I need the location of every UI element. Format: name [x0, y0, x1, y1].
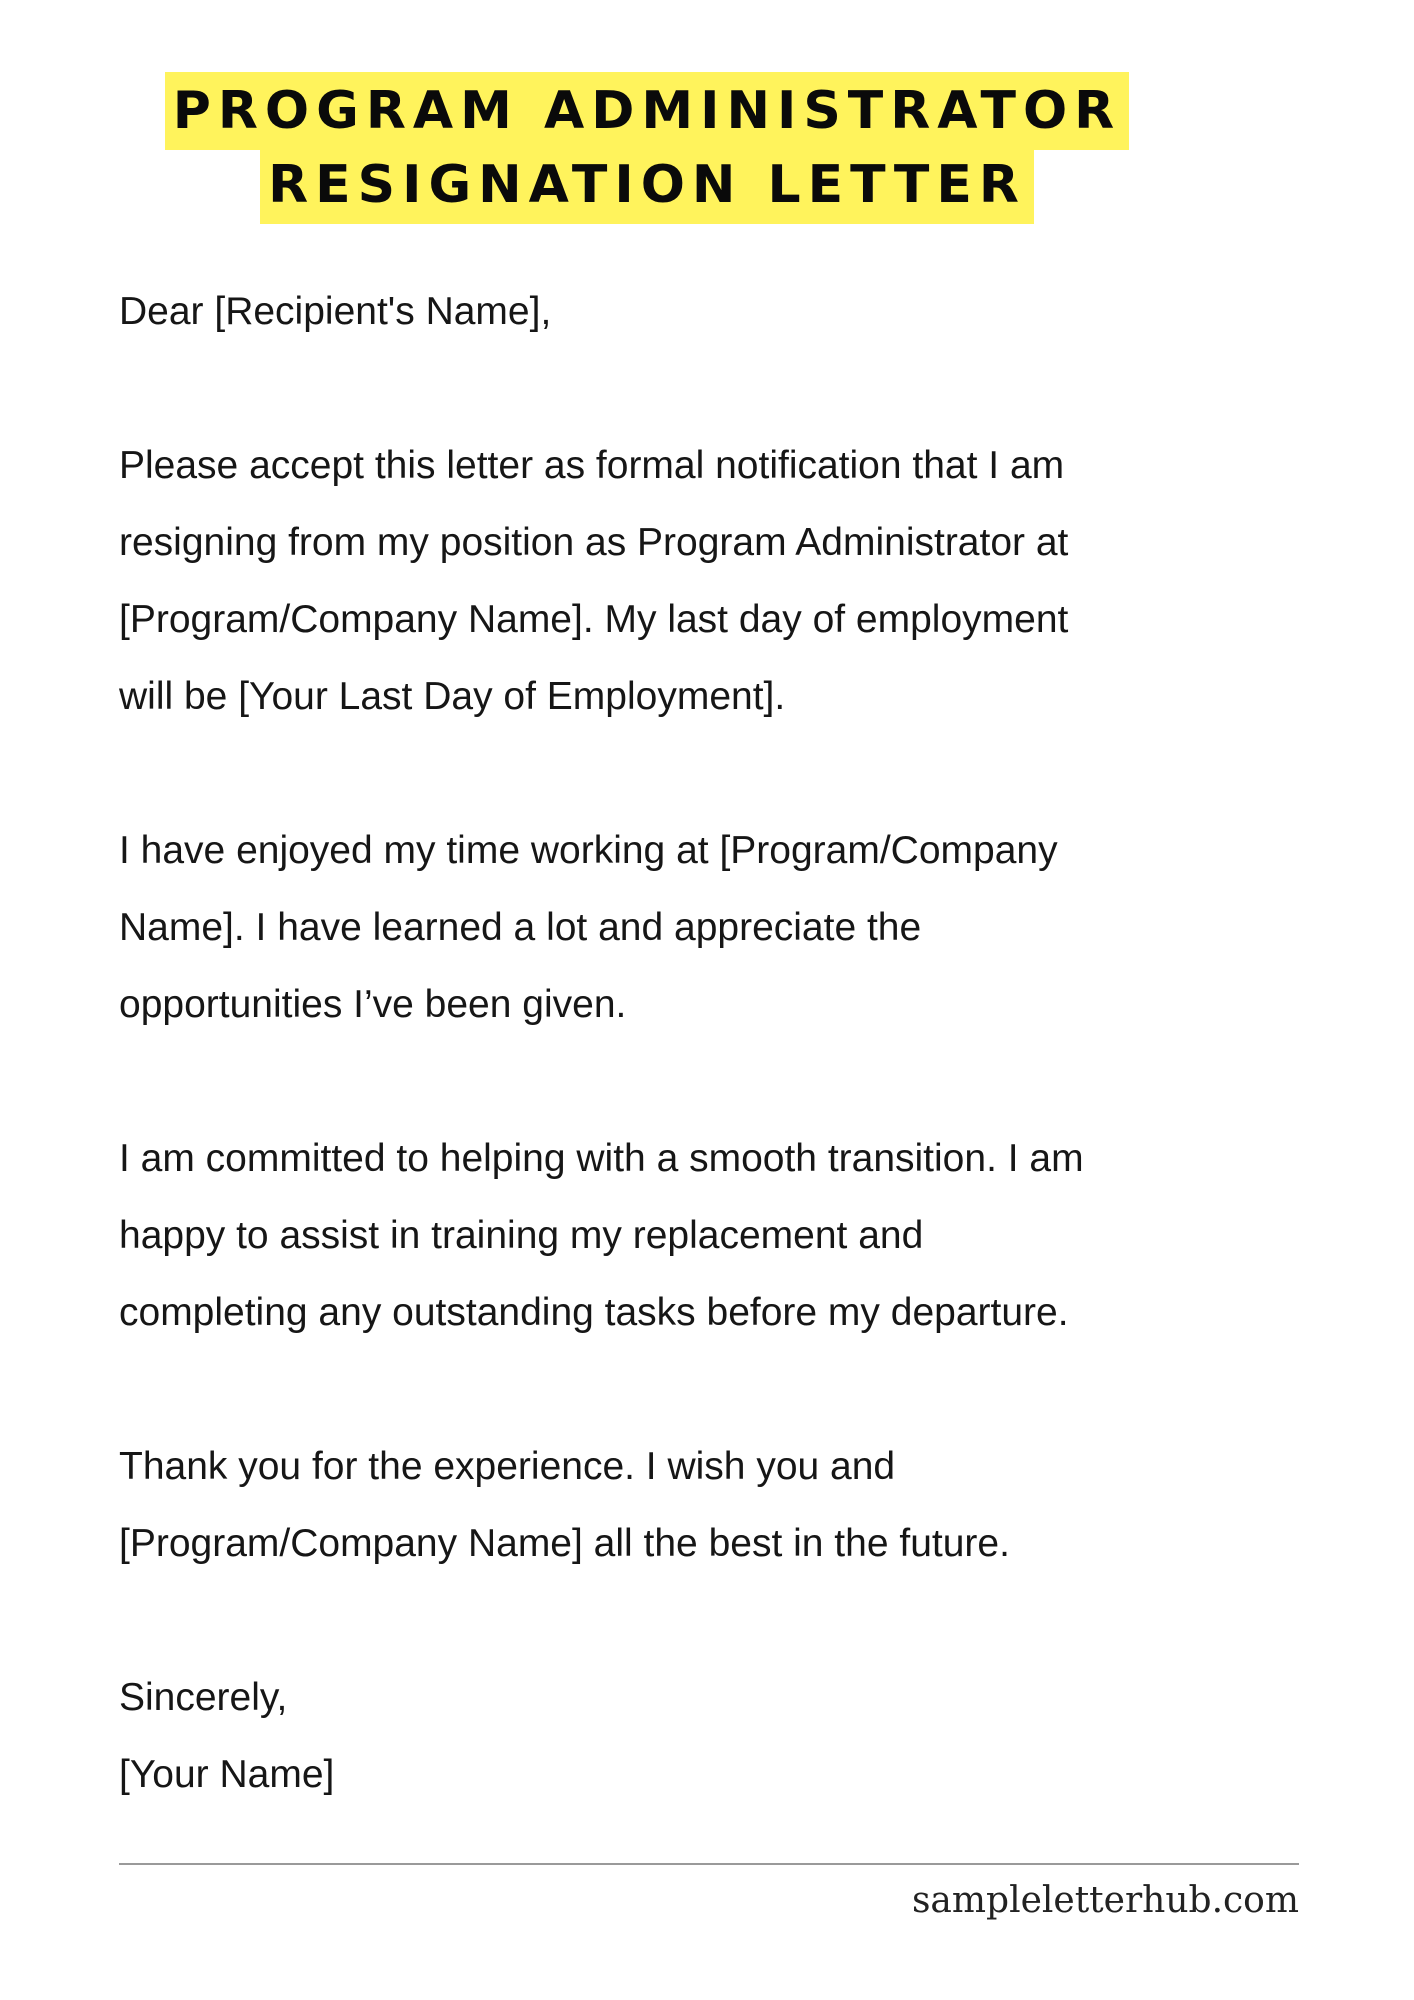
paragraph-1-line: will be [Your Last Day of Employment].	[119, 675, 786, 718]
document-title	[0, 72, 1414, 224]
salutation: Dear [Recipient's Name],	[119, 290, 552, 333]
signature-placeholder: [Your Name]	[119, 1753, 335, 1796]
paragraph-4	[119, 1428, 1349, 1582]
paragraph-2-line: I have enjoyed my time working at [Program/Company	[119, 829, 1058, 872]
paragraph-1-line: [Program/Company Name]. My last day of employment	[119, 598, 1069, 641]
paragraph-2-line: opportunities I’ve been given.	[119, 983, 627, 1026]
letter-body	[119, 273, 1349, 1813]
footer-site: sampleletterhub.com	[911, 1880, 1299, 1921]
paragraph-3	[119, 1120, 1349, 1351]
title-line-2: RESIGNATION LETTER	[260, 146, 1034, 224]
closing: Sincerely,	[119, 1676, 288, 1719]
paragraph-3-line: I am committed to helping with a smooth transition. I am	[119, 1137, 1084, 1180]
paragraph-4-line: Thank you for the experience. I wish you and	[119, 1445, 896, 1488]
paragraph-4-line: [Program/Company Name] all the best in the future.	[119, 1522, 1010, 1565]
paragraph-2-line: Name]. I have learned a lot and appreciate the	[119, 906, 922, 949]
paragraph-2	[119, 812, 1349, 1043]
title-line-1: PROGRAM ADMINISTRATOR	[165, 72, 1129, 150]
sign-off	[119, 1659, 1349, 1813]
paragraph-1-line: resigning from my position as Program Administrator at	[119, 521, 1069, 564]
paragraph-1	[119, 427, 1349, 735]
paragraph-3-line: completing any outstanding tasks before my departure.	[119, 1291, 1069, 1334]
paragraph-3-line: happy to assist in training my replacement and	[119, 1214, 924, 1257]
paragraph-1-line: Please accept this letter as formal notification that I am	[119, 444, 1065, 487]
footer-divider	[119, 1863, 1299, 1865]
